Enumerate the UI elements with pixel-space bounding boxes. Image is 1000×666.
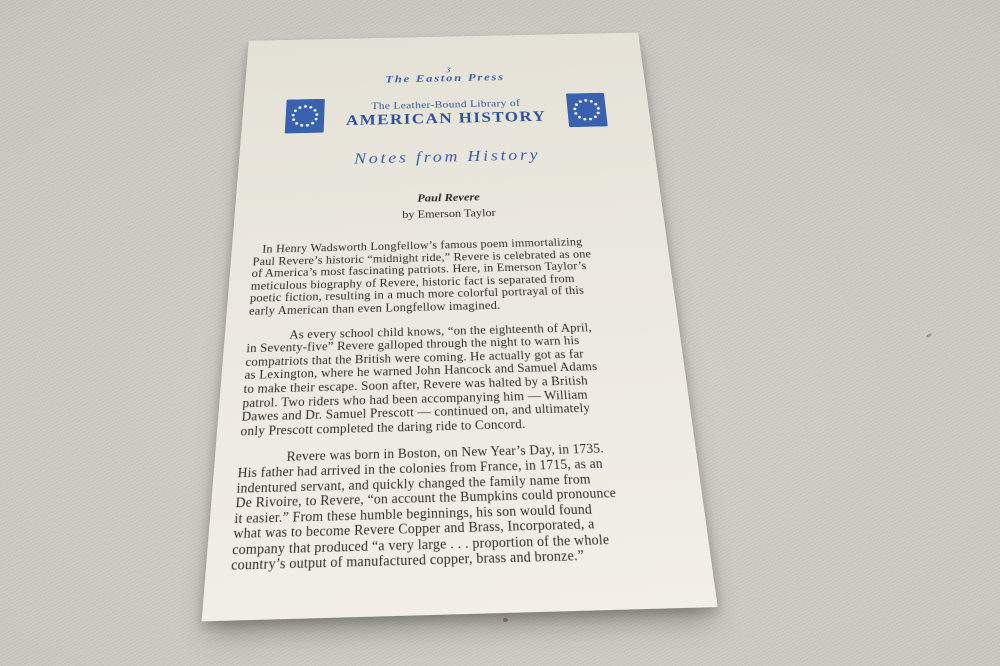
- article-body: [228, 235, 688, 575]
- paragraph-1: In Henry Wadsworth Longfellow’s famous poem immortalizing Paul Revere’s historic “midnight ride,” Revere is celebrated as one of America’s most fascinating patriots. Here, in Emerson Taylor’s meticulous biography of Revere, historic fact is separated from poetic fiction, resulting in a much more colorful portrayal of this early American than even Longfellow imagined.: [248, 235, 592, 318]
- insert-card: [202, 33, 718, 622]
- article-title: Paul Revere: [417, 190, 480, 205]
- series-subtitle: The Leather-Bound Library of: [371, 97, 521, 112]
- stars-circle-flag-icon: [566, 93, 608, 127]
- paragraph-2: As every school child knows, “on the eighteenth of April, in Seventy-five” Revere galloped through the night to warn his compatriots that the British were coming. He actually got as far as Lexington, where he warned John Hancock and Samuel Adams to make their escape. Soon after, Revere was halted by a British patrol. Two riders who had been accompanying him — William Dawes and Dr. Samuel Prescott — continued on, and ultimately only Prescott completed the daring ride to Concord.: [240, 320, 598, 439]
- fabric-speck: [926, 333, 933, 339]
- paragraph-3: Revere was born in Boston, on New Year’s Day, in 1735. His father had arrived in the colonies from France, in 1715, as an indentured servant, and quickly changed the family name from De Rivoire, to Revere, “on account the Bumpkins could pronounce it easier.” From these humble beginnings, his son would found what was to become Revere Copper and Brass, Incorporated, a company that produced “a very large . . . proportion of the whole country’s output of manufactured copper, brass and bronze.”: [230, 441, 617, 574]
- series-titles: [346, 96, 547, 130]
- easton-press-name: The Easton Press: [385, 71, 506, 86]
- series-header: [260, 92, 633, 134]
- flourish-icon: ʒ: [445, 64, 452, 74]
- section-title: Notes from History: [353, 146, 542, 168]
- series-title: AMERICAN HISTORY: [345, 108, 547, 129]
- fabric-speck: [503, 618, 508, 622]
- stars-circle-flag-icon: [285, 99, 325, 134]
- easton-press-logo: [263, 64, 627, 90]
- article-byline: by Emerson Taylor: [402, 206, 496, 221]
